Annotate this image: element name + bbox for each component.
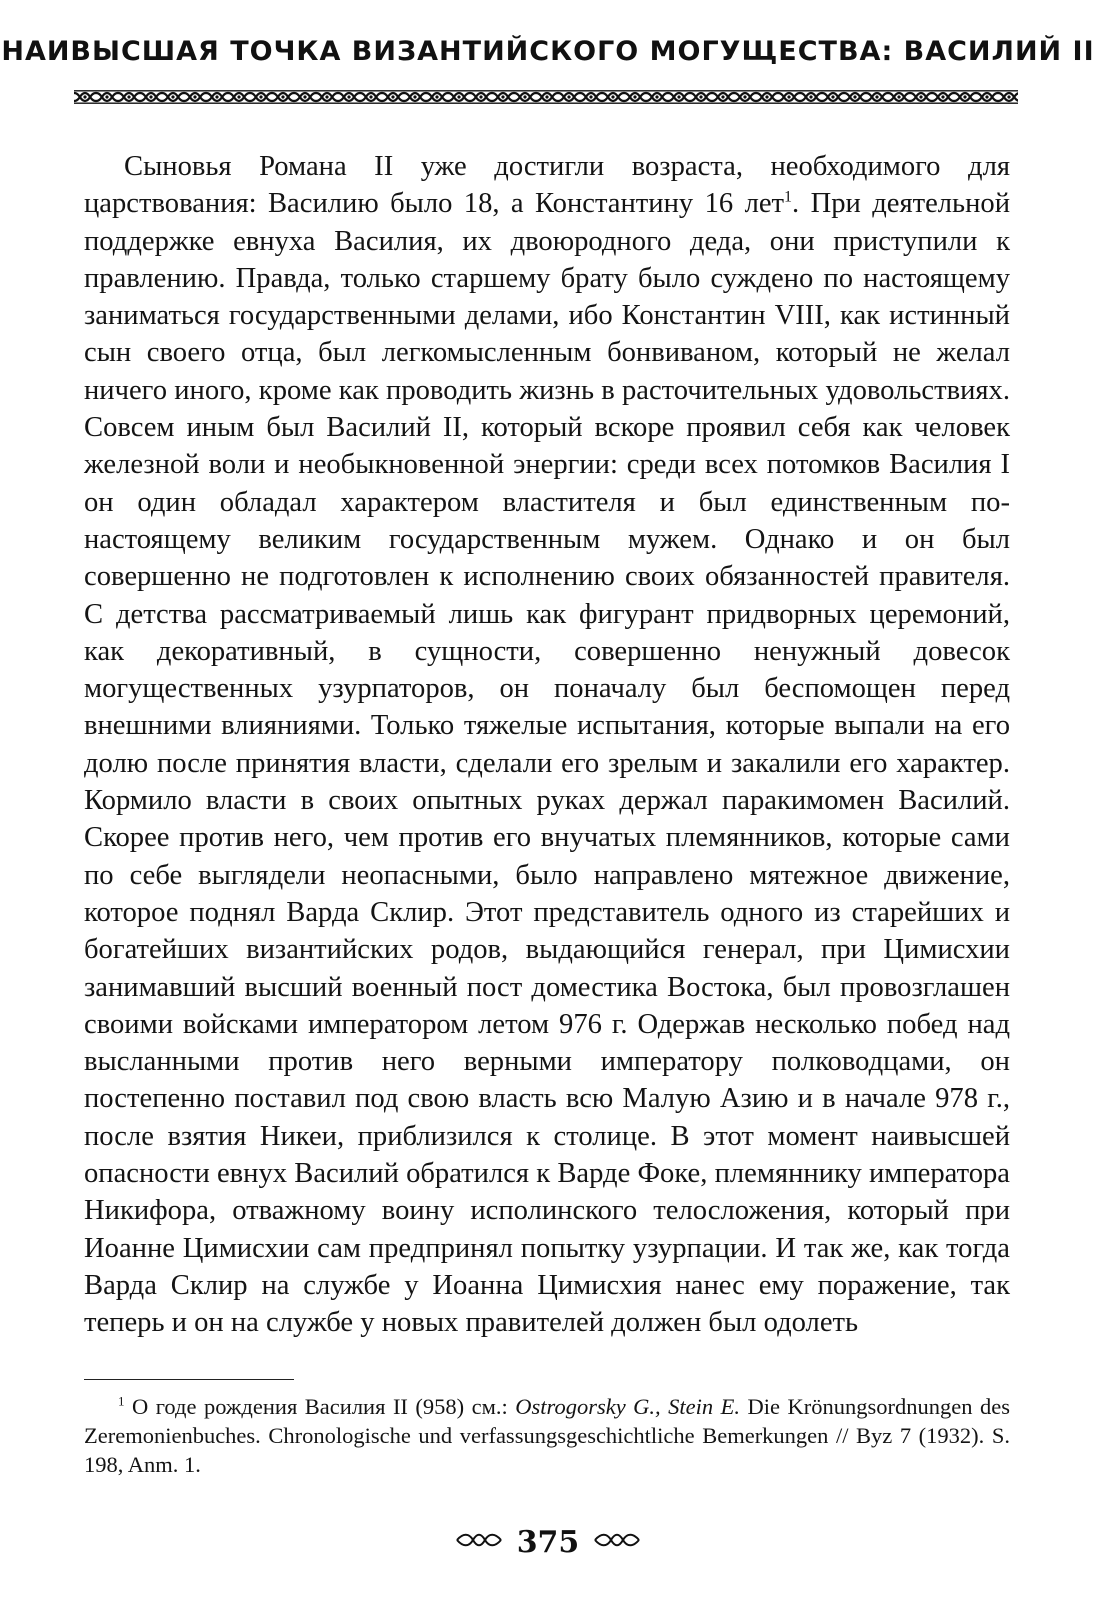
paragraph-text-part1: Сыновья Романа II уже достигли возраста, необходимого для царствования: Василию было 18, а Константину 16 лет: [84, 151, 1010, 220]
running-title: НАИВЫСШАЯ ТОЧКА ВИЗАНТИЙСКОГО МОГУЩЕСТВА: ВАСИЛИЙ II: [1, 36, 1095, 67]
paragraph-text-part2: . При деятельной поддержке евнуха Василия, их двоюродного деда, они приступили к правлению. Правда, только старшему брату было суждено по настоящему заниматься государственными делами, ибо Константин VIII, как истинный сын своего отца, был легкомысленным бонвиваном, который не желал ничего иного, кроме как проводить жизнь в расточительных удовольствиях. Совсем иным был Василий II, который вскоре проявил себя как человек железной воли и необыкновенной энергии: среди всех потомков Василия I он один обладал характером властителя и был единственным по-настоящему великим государственным мужем. Однако и он был совершенно не подготовлен к исполнению своих обязанностей правителя. С детства рассматриваемый лишь как фигурант придворных церемоний, как декоративный, в сущности, совершенно ненужный довесок могущественных узурпаторов, он поначалу был беспомощен перед внешними влияниями. Только тяжелые испытания, которые выпали на его долю после принятия власти, сделали его зрелым и закалили его характер. Кормило власти в своих опытных руках держал паракимомен Василий. Скорее против него, чем против его внучатых племянников, которые сами по себе выглядели неопасными, было направлено мятежное движение, которое поднял Варда Склир. Этот представитель одного из старейших и богатейших византийских родов, выдающийся генерал, при Цимисхии занимавший высший военный пост доместика Востока, был провозглашен своими войсками императором летом 976 г. Одержав несколько побед над высланными против него верными императору полководцами, он постепенно поставил под свою власть всю Малую Азию и в начале 978 г., после взятия Никеи, приблизился к столице. В этот момент наивысшей опасности евнух Василий обратился к Варде Фоке, племяннику императора Никифора, отважному воину исполинского телосложения, который при Иоанне Цимисхии сам предпринял попытку узурпации. И так же, как тогда Варда Склир на службе у Иоанна Цимисхия нанес ему поражение, так теперь и он на службе у новых правителей должен был одолеть: [84, 188, 1011, 1339]
braided-border-ornament-icon: [74, 90, 1018, 104]
footnote-text-rest: Die Krönungsordnungen des Zeremonienbuches. Chronologische und verfassungsgeschichtliche Bemerkungen // Byz 7 (1932). S. 198, Anm. 1.: [84, 1394, 1010, 1477]
running-header: [0, 36, 1096, 67]
footnote-text-start: О годе рождения Василия II (958) см.:: [132, 1394, 516, 1419]
page-number: 375: [516, 1525, 580, 1560]
footnote: [84, 1392, 1010, 1479]
page-footer: [0, 1525, 1096, 1560]
footnote-authors: Ostrogorsky G., Stein E.: [515, 1394, 741, 1419]
knot-ornament-right-icon: [593, 1533, 641, 1552]
knot-ornament-left-icon: [455, 1533, 503, 1552]
main-paragraph: [84, 148, 1010, 1342]
footnote-divider: [84, 1379, 294, 1380]
footnote-reference[interactable]: 1: [784, 188, 793, 206]
footnote-marker: 1: [118, 1393, 125, 1409]
